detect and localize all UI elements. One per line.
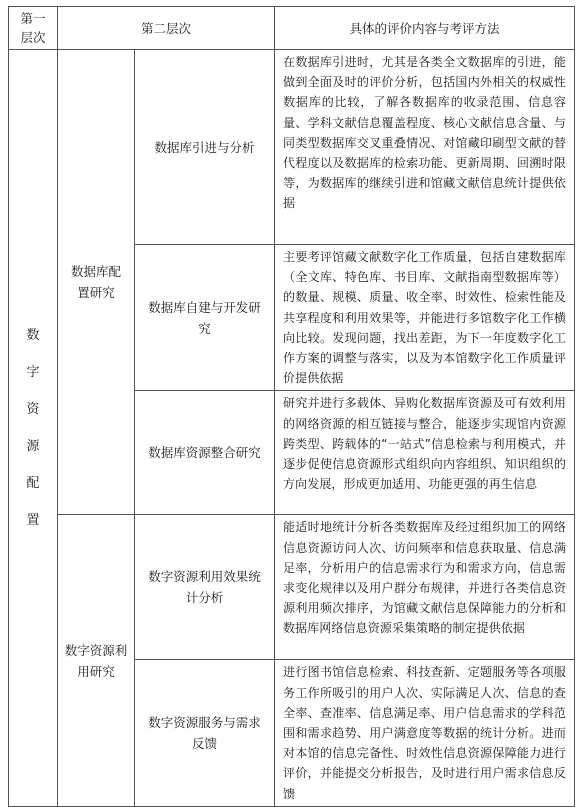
evaluation-table: [8, 6, 575, 807]
header-level1: 第一层次: [9, 7, 58, 50]
level1-char: 置: [26, 512, 40, 528]
item-label: 数据库资源整合研究: [135, 391, 275, 515]
level1-cell: [9, 50, 58, 807]
level1-char: 源: [26, 438, 40, 454]
item-description: 在数据库引进时，尤其是各类全文数据库的引进，能做到全面及时的评价分析，包括国内外相关的权威性数据库的比较，了解各数据库的收录范围、信息容量、学科文献信息覆盖程度、核心文献信息含量、与同类型数据库交叉重叠情况、对馆藏印刷型文献的替代程度以及数据库的检索功能、更新周期、回溯时限等，为数据库的继续引进和馆藏文献信息统计提供依据: [275, 50, 575, 245]
level1-char: 字: [26, 364, 40, 380]
level1-char: 资: [26, 401, 40, 417]
header-content: 具体的评价内容与考评方法: [275, 7, 575, 50]
level1-char: 数: [26, 327, 40, 343]
table-row: [9, 515, 575, 660]
level1-char: 配: [26, 475, 40, 491]
item-description: 能适时地统计分析各类数据库及经过组织加工的网络信息资源访问人次、访问频率和信息获取量、信息满足率，分析用户的信息需求行为和需求方向，信息需求变化规律以及用户群分布规律，并进行各类信息资源利用频次排序，为馆藏文献信息保障能力的分析和数据库网络信息资源采集策略的制定提供依据: [275, 515, 575, 660]
item-label: 数字资源服务与需求反馈: [135, 660, 275, 806]
item-description: 研究并进行多载体、异购化数据库资源及可有效利用的网络资源的相互链接与整合，能逐步实现馆内资源跨类型、跨载体的“一站式”信息检索与利用模式，并逐步促使信息资源形式组织向内容组织、知识组织的方向发展，形成更加适用、功能更强的再生信息: [275, 391, 575, 515]
header-row: [9, 7, 575, 50]
item-description: 主要考评馆藏文献数字化工作质量，包括自建数据库（全文库、特色库、书目库、文献指南型数据库等）的数量、规模、质量、收全率、时效性、检索性能及共享程度和利用效果等，并能进行多馆数字化工作横向比较。发现问题，找出差距，为下一年度数字化工作方案的调整与落实，以及为本馆数字化工作质量评价提供依据: [275, 245, 575, 391]
item-label: 数据库引进与分析: [135, 50, 275, 245]
group-label-database: 数据库配置研究: [58, 50, 135, 515]
level1-vertical-label: [9, 329, 57, 527]
item-label: 数字资源利用效果统计分析: [135, 515, 275, 660]
group-label-usage: 数字资源利用研究: [58, 515, 135, 806]
table-row: [9, 50, 575, 245]
item-label: 数据库自建与开发研究: [135, 245, 275, 391]
item-description: 进行图书馆信息检索、科技查新、定题服务等各项服务工作所吸引的用户人次、实际满足人次、信息的查全率、查准率、信息满足率、用户信息需求的学科范围和需求趋势、用户满意度等数据的统计分析。进而对本馆的信息完备性、时效性信息资源保障能力进行评价，并能提交分析报告，及时进行用户需求信息反馈: [275, 660, 575, 806]
header-level2: 第二层次: [58, 7, 275, 50]
